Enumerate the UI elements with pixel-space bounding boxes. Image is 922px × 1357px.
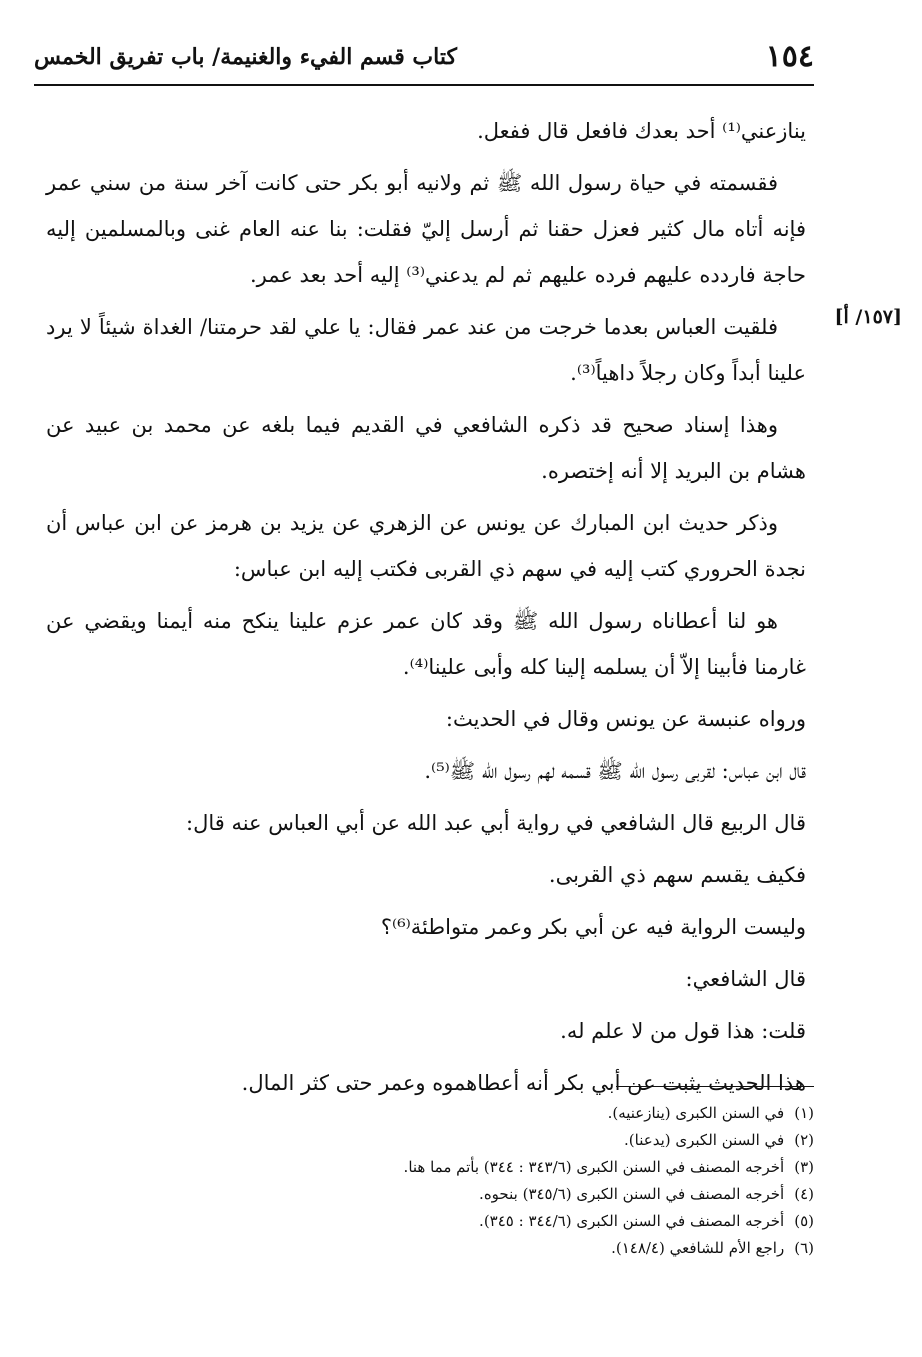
footnote-number: (٦): [794, 1239, 814, 1257]
manuscript-folio-marker: [١٥٧/ أ]: [834, 306, 902, 328]
running-title: كتاب قسم الفيء والغنيمة/ باب تفريق الخمس: [34, 44, 457, 70]
footnotes: [214, 1100, 814, 1262]
footnote: [214, 1181, 814, 1208]
footnote-text: أخرجه المصنف في السنن الكبرى (٣٤٤/٦ : ٣٤٥).: [479, 1212, 785, 1230]
footnote-divider: [616, 1086, 814, 1087]
paragraph: قلت: هذا قول من لا علم له.: [560, 1019, 806, 1043]
paragraph: وهذا إسناد صحيح قد ذكره الشافعي في القديم فيما بلغه عن محمد بن عبيد عن هشام بن البريد إلا أنه إختصره.: [46, 413, 806, 483]
paragraph: فكيف يقسم سهم ذي القربى.: [548, 863, 806, 887]
footnote-text: في السنن الكبرى (يدعنا).: [624, 1131, 785, 1149]
paragraph: قال ابن عباس: لقربى رسول الله ﷺ قسمه لهم رسول الله ﷺ⁽⁵⁾.: [424, 759, 806, 783]
footnote-text: أخرجه المصنف في السنن الكبرى (٣٤٣/٦ : ٣٤٤) بأتم مما هنا.: [403, 1158, 785, 1176]
paragraph: فقسمته في حياة رسول الله ﷺ ثم ولانيه أبو بكر حتى كانت آخر سنة من سني عمر فإنه أتاه مال كثير فعزل حقنا ثم أرسل إليّ فقلت: بنا عنه العام غنى وبالمسلمين إليه حاجة فاردده عليهم فرده عليهم ثم لم يدعني⁽³⁾ إليه أحد بعد عمر.: [46, 171, 806, 287]
footnote: [214, 1208, 814, 1235]
page-number: ١٥٤: [765, 39, 814, 74]
paragraph: فلقيت العباس بعدما خرجت من عند عمر فقال: يا علي لقد حرمتنا/ الغداة شيئاً لا يرد علينا أبداً وكان رجلاً داهياً⁽³⁾.: [46, 315, 806, 385]
footnote-number: (٥): [794, 1212, 814, 1230]
header-divider: [34, 84, 814, 86]
footnote: [214, 1235, 814, 1262]
footnote-number: (٢): [794, 1131, 814, 1149]
paragraph: ورواه عنبسة عن يونس وقال في الحديث:: [445, 707, 806, 731]
paragraph: وذكر حديث ابن المبارك عن يونس عن الزهري عن يزيد بن هرمز عن ابن عباس أن نجدة الحروري كتب إليه في سهم ذي القربى فكتب إليه ابن عباس:: [46, 511, 806, 581]
footnote: [214, 1127, 814, 1154]
page-header: [34, 22, 814, 78]
footnote-number: (٣): [794, 1158, 814, 1176]
paragraph: قال الشافعي:: [685, 967, 806, 991]
paragraph: هذا الحديث يثبت عن أبي بكر أنه أعطاهموه وعمر حتى كثر المال.: [241, 1071, 806, 1095]
paragraph: هو لنا أعطاناه رسول الله ﷺ وقد كان عمر عزم علينا ينكح منه أيمنا ويقضي عن غارمنا فأبينا إلاّ أن يسلمه إلينا كله وأبى علينا⁽⁴⁾.: [46, 609, 806, 679]
paragraph: وليست الرواية فيه عن أبي بكر وعمر متواطئة⁽⁶⁾؟: [380, 915, 806, 939]
footnote: [214, 1154, 814, 1181]
footnote-number: (٤): [794, 1185, 814, 1203]
paragraph: ينازعني⁽¹⁾ أحد بعدك فافعل قال ففعل.: [477, 119, 806, 143]
footnote-text: أخرجه المصنف في السنن الكبرى (٣٤٥/٦) بنحوه.: [479, 1185, 785, 1203]
main-text: [46, 108, 806, 1112]
footnote-text: في السنن الكبرى (ينازعنيه).: [607, 1104, 785, 1122]
footnote: [214, 1100, 814, 1127]
paragraph: قال الربيع قال الشافعي في رواية أبي عبد الله عن أبي العباس عنه قال:: [186, 811, 806, 835]
footnote-text: راجع الأم للشافعي (١٤٨/٤).: [611, 1239, 785, 1257]
footnote-number: (١): [794, 1104, 814, 1122]
